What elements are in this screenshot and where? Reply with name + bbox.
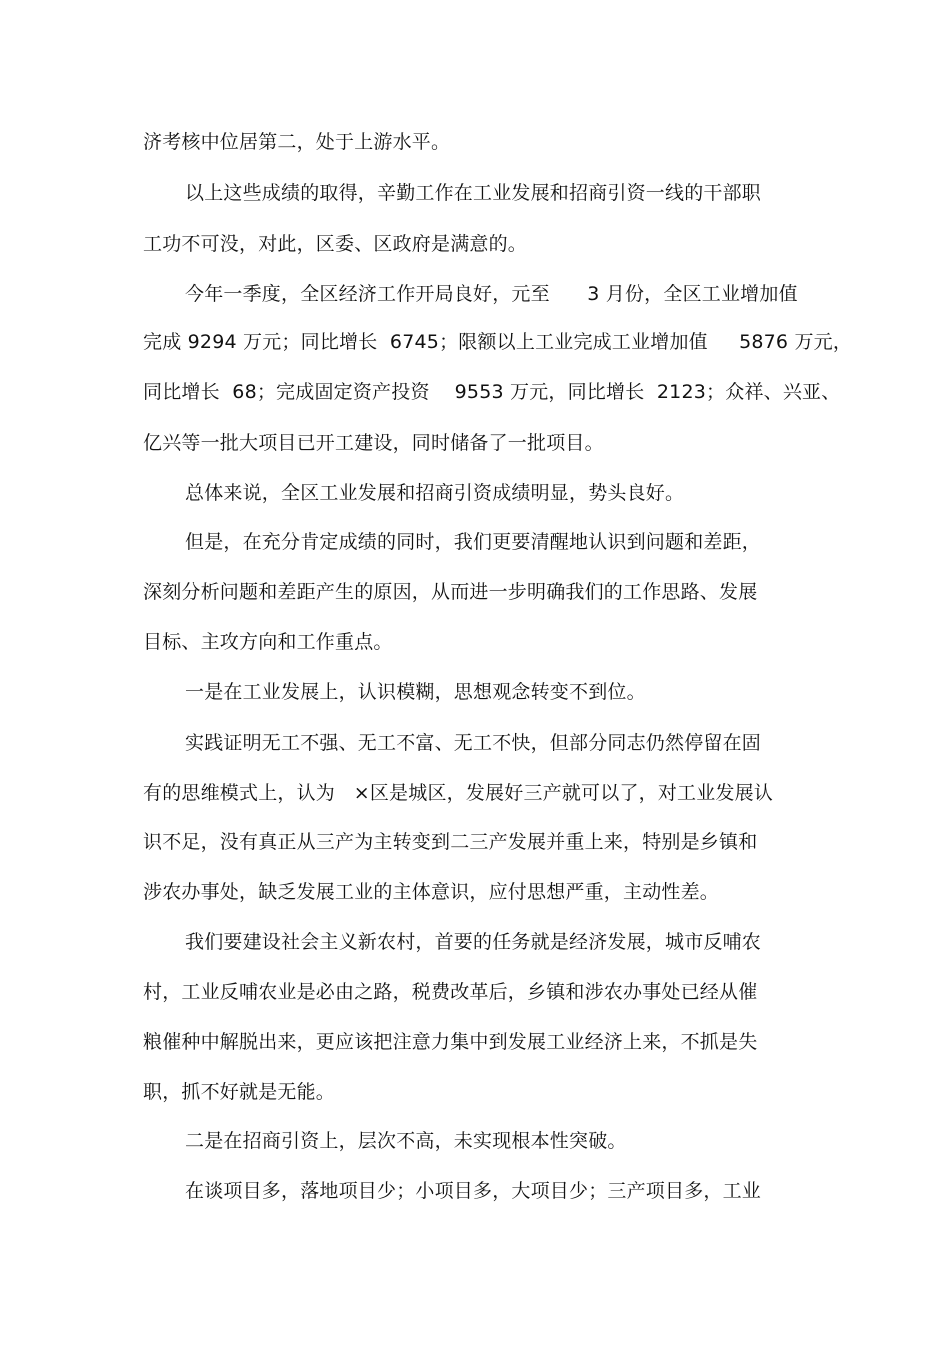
text-line: 亿兴等一批大项目已开工建设，同时储备了一批项目。 bbox=[143, 432, 604, 454]
text-line: 涉农办事处，缺乏发展工业的主体意识，应付思想严重，主动性差。 bbox=[143, 881, 720, 903]
text-line: 以上这些成绩的取得，辛勤工作在工业发展和招商引资一线的干部职 bbox=[185, 182, 762, 204]
text-line: 但是，在充分肯定成绩的同时，我们更要清醒地认识到问题和差距， bbox=[185, 531, 762, 553]
text-line: 工功不可没，对此，区委、区政府是满意的。 bbox=[143, 233, 528, 255]
text-line: 今年一季度，全区经济工作开局良好，元至 3 月份，全区工业增加值 bbox=[185, 283, 798, 305]
text-line: 二是在招商引资上，层次不高，未实现根本性突破。 bbox=[185, 1130, 627, 1152]
text-line: 有的思维模式上，认为 ×区是城区，发展好三产就可以了，对工业发展认 bbox=[143, 782, 774, 804]
text-line: 深刻分析问题和差距产生的原因，从而进一步明确我们的工作思路、发展 bbox=[143, 581, 758, 603]
text-line: 总体来说，全区工业发展和招商引资成绩明显，势头良好。 bbox=[185, 482, 685, 504]
text-line: 实践证明无工不强、无工不富、无工不快，但部分同志仍然停留在固 bbox=[185, 732, 762, 754]
text-line: 完成 9294 万元；同比增长 6745；限额以上工业完成工业增加值 5876 万元， bbox=[143, 331, 853, 353]
text-line: 识不足，没有真正从三产为主转变到二三产发展并重上来，特别是乡镇和 bbox=[143, 831, 758, 853]
text-line: 一是在工业发展上，认识模糊，思想观念转变不到位。 bbox=[185, 681, 646, 703]
text-line: 我们要建设社会主义新农村，首要的任务就是经济发展，城市反哺农 bbox=[185, 931, 762, 953]
text-line: 职，抓不好就是无能。 bbox=[143, 1081, 336, 1103]
text-line: 济考核中位居第二，处于上游水平。 bbox=[143, 131, 451, 153]
text-line: 目标、主攻方向和工作重点。 bbox=[143, 631, 393, 653]
text-line: 在谈项目多，落地项目少；小项目多，大项目少；三产项目多，工业 bbox=[185, 1180, 762, 1202]
text-line: 同比增长 68；完成固定资产投资 9553 万元，同比增长 2123；众祥、兴亚、 bbox=[143, 381, 841, 403]
text-line: 粮催种中解脱出来，更应该把注意力集中到发展工业经济上来，不抓是失 bbox=[143, 1031, 758, 1053]
text-line: 村，工业反哺农业是必由之路，税费改革后，乡镇和涉农办事处已经从催 bbox=[143, 981, 758, 1003]
